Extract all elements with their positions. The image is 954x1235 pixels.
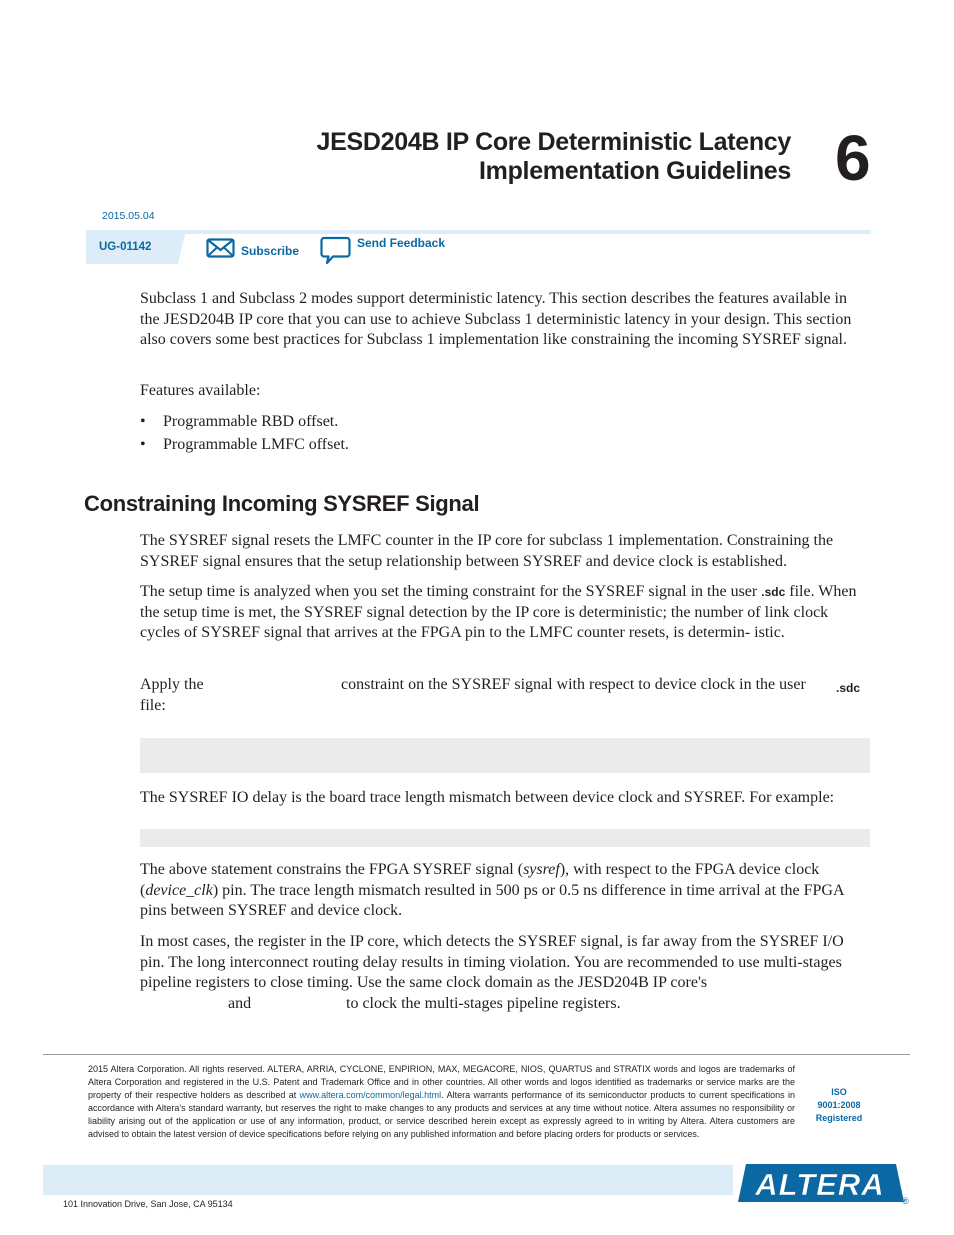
intro-paragraph: Subclass 1 and Subclass 2 modes support deterministic latency. This section describes the features available in the JESD204B IP core that you can use to achieve Subclass 1 deterministic latency in your design. This section also covers some best practices for Subclass 1 implementation like constraining the incoming SYSREF signal. xyxy=(140,290,852,349)
section-paragraph-1: The SYSREF signal resets the LMFC counter in the IP core for subclass 1 implementation. Constraining the SYSREF signal ensures that the setup relationship between SYSREF and device clock is established. xyxy=(140,532,834,570)
paragraph-text: file: xyxy=(140,696,166,714)
features-label: Features available: xyxy=(140,382,261,399)
paragraph-text: Apply the xyxy=(140,676,204,693)
footer-bar xyxy=(43,1165,733,1195)
chapter-title xyxy=(171,128,791,186)
section-heading: Constraining Incoming SYSREF Signal xyxy=(84,491,480,516)
sysref-signal-term: sysref xyxy=(523,861,560,878)
iso-line: Registered xyxy=(815,1113,863,1123)
section-paragraph-2 xyxy=(140,582,860,644)
chapter-title-line-2: Implementation Guidelines xyxy=(479,157,791,185)
paragraph-text: ), with respect to the FPGA device clock ( xyxy=(140,861,820,899)
section-paragraph-6 xyxy=(140,932,860,1015)
paragraph-text: and xyxy=(228,995,252,1012)
altera-logo xyxy=(736,1162,912,1206)
code-block-example xyxy=(140,829,870,847)
device-clk-term: device_clk xyxy=(145,881,213,899)
registered-mark: ® xyxy=(902,1196,909,1206)
legal-text: . Altera warrants performance of its semiconductor products to current specifications in accordance with Altera's standard warranty, but reserves the right to make changes to any products and services at any time without notice. Altera assumes no responsibility or liability arising out of the application or use of any information, product, or service described herein except as expressly agreed to in writing by Altera. Altera customers are advised to obtain the latest version of device specifications before relying on any published information and before placing orders for products or services. xyxy=(88,1090,795,1139)
document-bar xyxy=(86,230,871,264)
paragraph-text: The setup time is analyzed when you set the timing constraint for the SYSREF signal in the user xyxy=(140,583,762,600)
iso-registration xyxy=(806,1086,872,1125)
logo-wordmark: ALTERA xyxy=(755,1167,885,1202)
list-item: • Programmable LMFC offset. xyxy=(140,435,840,455)
sdc-file-term: .sdc xyxy=(761,585,786,599)
paragraph-text: file. When the setup time is met, the SYSREF signal detection by the IP core is deterministic; the number of link clock cycles of SYSREF signal that arrives at the FPGA pin to the LMFC counter resets, is determin- istic. xyxy=(140,583,857,642)
paragraph-text: The above statement constrains the FPGA SYSREF signal ( xyxy=(140,861,524,878)
paragraph-text: constraint on the SYSREF signal with respect to device clock in the user xyxy=(341,676,806,693)
legal-link[interactable]: www.altera.com/common/legal.html xyxy=(299,1090,442,1100)
subscribe-link[interactable] xyxy=(206,238,299,258)
sdc-file-term: .sdc xyxy=(836,681,861,695)
publication-date: 2015.05.04 xyxy=(102,210,155,222)
chapter-title-line-1: JESD204B IP Core Deterministic Latency xyxy=(316,128,791,156)
features-list xyxy=(140,412,840,458)
section-paragraph-4: The SYSREF IO delay is the board trace length mismatch between device clock and SYSREF. For example: xyxy=(140,789,835,806)
iso-line: ISO xyxy=(831,1087,847,1097)
chapter-number: 6 xyxy=(835,122,871,194)
subscribe-label: Subscribe xyxy=(241,244,300,258)
list-item: • Programmable RBD offset. xyxy=(140,412,840,432)
send-feedback-label: Send Feedback xyxy=(357,236,446,250)
company-address: 101 Innovation Drive, San Jose, CA 95134 xyxy=(63,1199,233,1209)
send-feedback-link[interactable] xyxy=(320,236,445,266)
paragraph-text: ) pin. The trace length mismatch resulted in 500 ps or 0.5 ns difference in time arrival at the FPGA pins between SYSREF and device clock. xyxy=(140,881,844,920)
section-paragraph-3 xyxy=(140,675,860,716)
document-id: UG-01142 xyxy=(99,241,152,253)
section-paragraph-5 xyxy=(140,860,860,922)
footer-divider xyxy=(43,1054,910,1055)
document-bar-background xyxy=(86,230,871,234)
legal-text: 2015 Altera Corporation. All rights reserved. ALTERA, ARRIA, CYCLONE, ENPIRION, MAX, MEGACORE, NIOS, QUARTUS and STRATIX words and logos are trademarks of Altera Corporation and registered in the U.S. Patent and Trademark Office and in other countries. All other words and logos identified as trademarks or service marks are the property of their respective holders as described at xyxy=(88,1064,795,1100)
paragraph-text: In most cases, the register in the IP core, which detects the SYSREF signal, is far away from the SYSREF I/O pin. The long interconnect routing delay results in timing violation. You are recommended to use multi-stages pipeline registers to close timing. Use the same clock domain as the JESD204B IP core's xyxy=(140,933,844,992)
speech-bubble-icon xyxy=(320,236,351,266)
legal-notice xyxy=(88,1063,795,1141)
paragraph-text: to clock the multi-stages pipeline registers. xyxy=(346,995,621,1012)
iso-line: 9001:2008 xyxy=(817,1100,861,1110)
code-block-constraint xyxy=(140,738,870,773)
envelope-icon xyxy=(206,238,235,258)
